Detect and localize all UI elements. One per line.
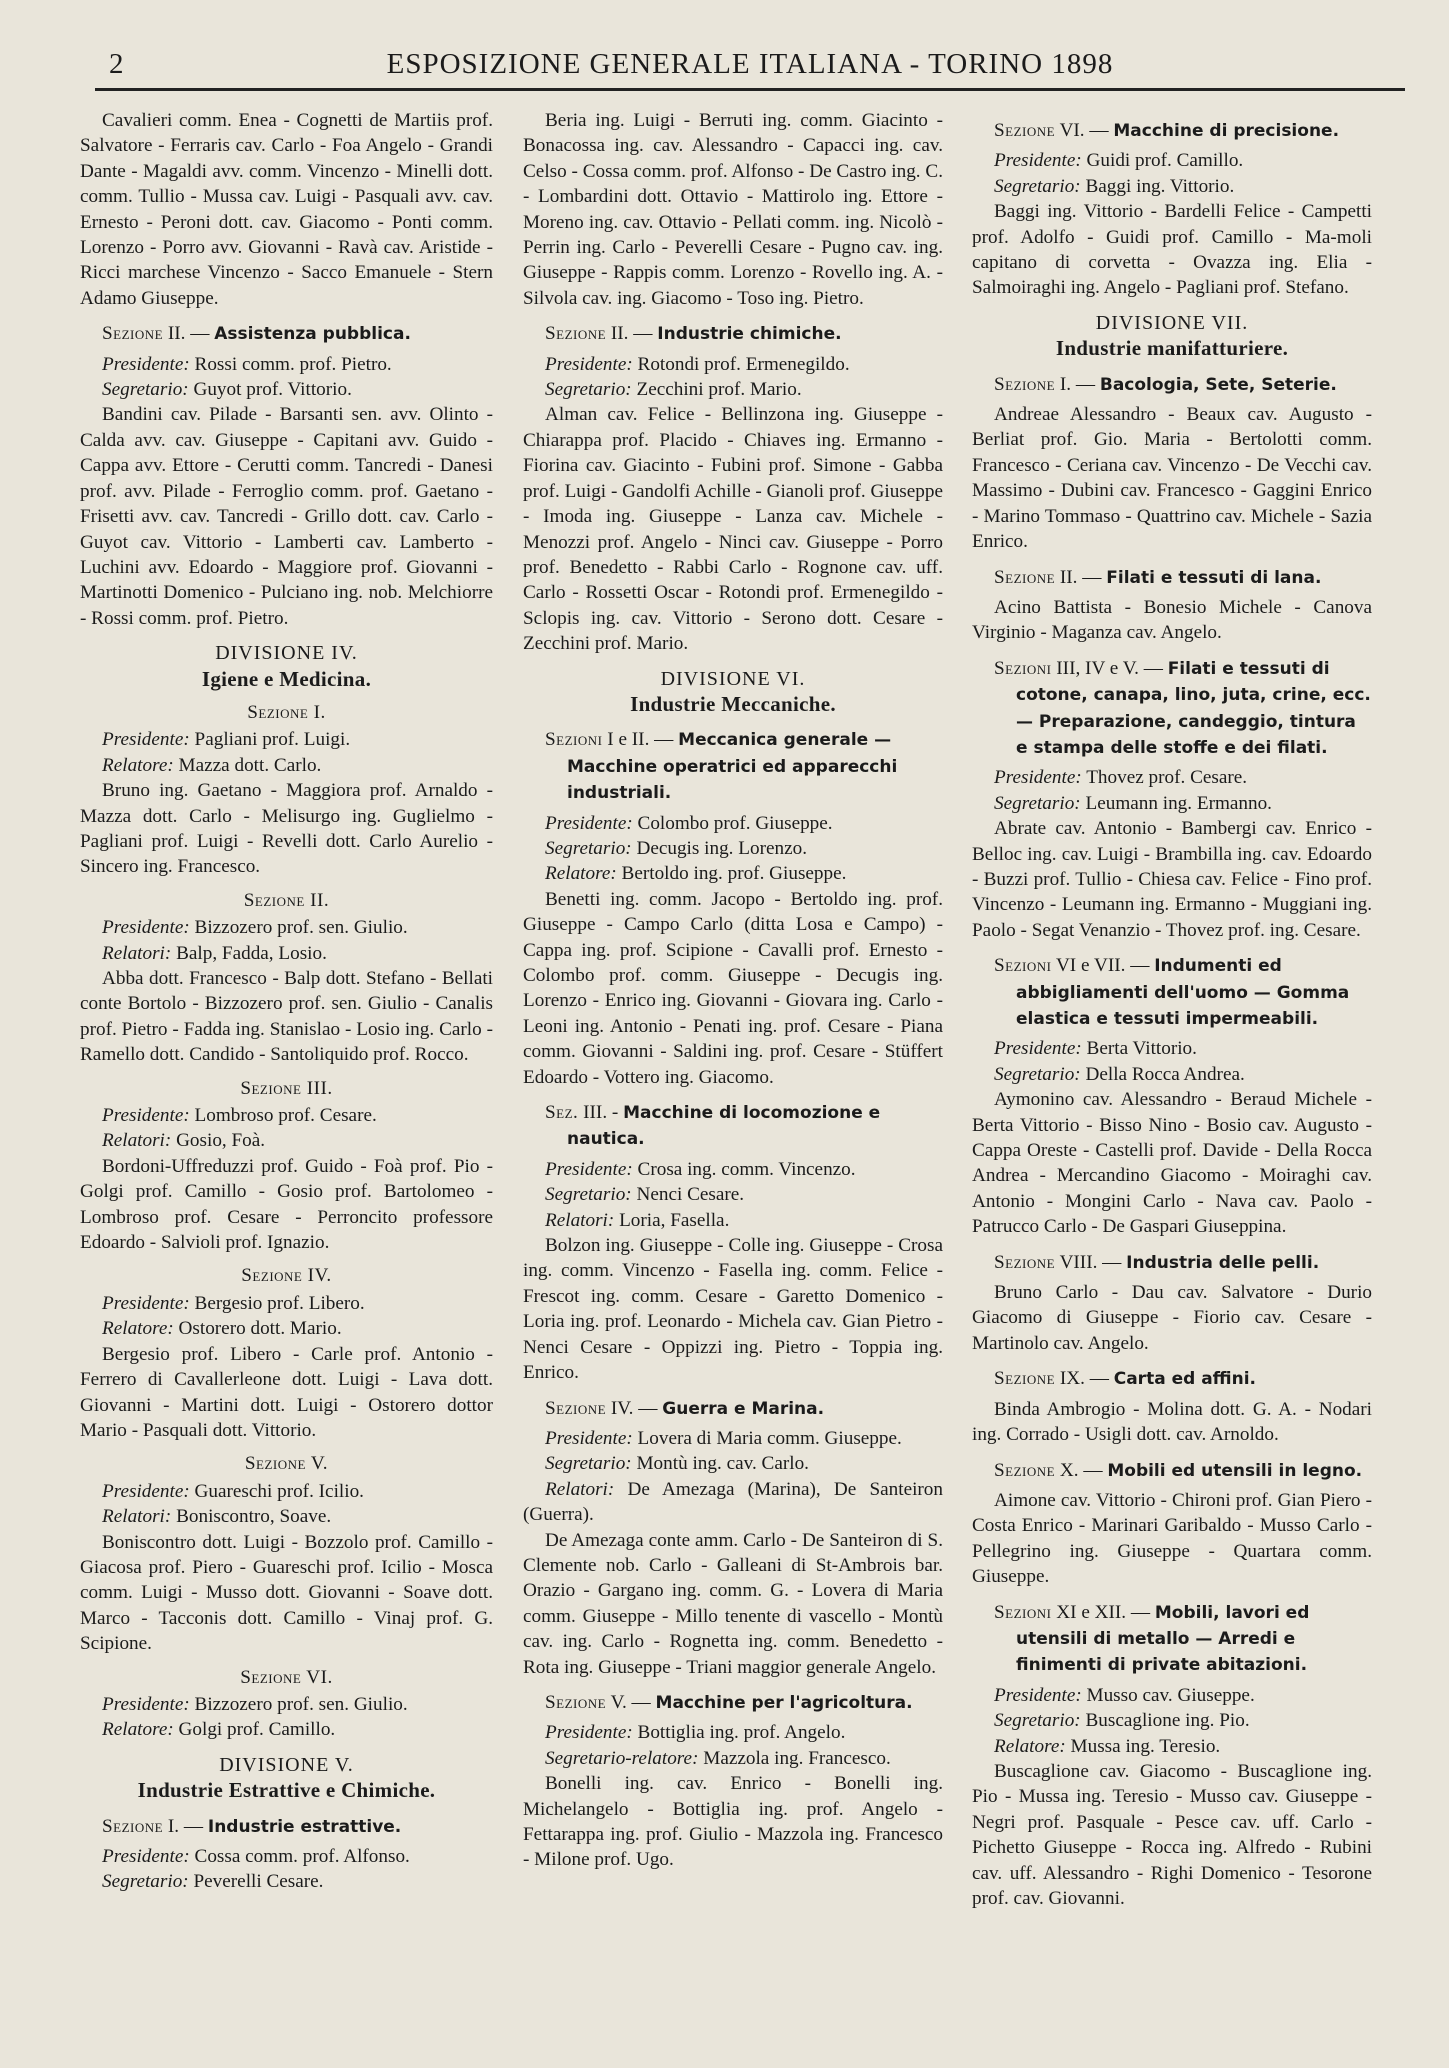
section-number: VIII. —	[1059, 1251, 1122, 1273]
officer-role: Segretario:	[545, 837, 632, 859]
section-number: V. —	[610, 1691, 651, 1713]
officer-line	[80, 1844, 493, 1869]
officer-line	[523, 1157, 943, 1182]
officer-name: Guidi prof. Camillo.	[1086, 150, 1244, 172]
section-label: Sezione	[994, 1251, 1056, 1273]
officer-name: Baggi ing. Vittorio.	[1085, 175, 1235, 197]
officer-line	[523, 1746, 943, 1771]
division-heading: DIVISIONE V.	[219, 1753, 354, 1776]
member-list: Abba dott. Francesco - Balp dott. Stefano - Bellati conte Bortolo - Bizzozero prof. sen. Giulio - Canalis prof. Pietro - Fadda ing. Stanislao - Losio ing. Carlo - Ramello dott. Candido - Santoliquido prof. Rocco.	[80, 968, 493, 1066]
officer-name: Rossi comm. prof. Pietro.	[194, 353, 392, 375]
section-title: Bacologia, Sete, Seterie.	[1099, 374, 1337, 395]
officer-line	[80, 727, 493, 752]
section-label: Sezione	[994, 1368, 1056, 1390]
section-title: Macchine di precisione.	[1113, 121, 1340, 141]
section-number: III, IV e V. —	[1056, 657, 1163, 679]
section-heading	[972, 953, 1372, 1032]
section-heading: Sezione I.	[247, 701, 326, 723]
officer-role: Relatore:	[102, 1318, 174, 1340]
officer-line	[80, 1316, 493, 1341]
officer-line	[523, 836, 943, 861]
officer-name: De Amezaga (Marina), De Santeiron (Guerra).	[523, 1478, 943, 1526]
officer-line	[972, 791, 1372, 816]
officer-line	[80, 941, 493, 966]
officer-name: Rotondi prof. Ermenegildo.	[637, 353, 850, 375]
member-list: Aimone cav. Vittorio - Chironi prof. Gian Piero - Costa Enrico - Marinari Garibaldo - Musso Carlo - Pellegrino ing. Giuseppe - Quartara comm. Giuseppe.	[972, 1489, 1372, 1588]
officer-name: Golgi prof. Camillo.	[178, 1719, 336, 1741]
officer-role: Segretario:	[102, 379, 189, 401]
officer-name: Bertoldo ing. prof. Giuseppe.	[621, 863, 847, 885]
member-list: Andreae Alessandro - Beaux cav. Augusto - Berliat prof. Gio. Maria - Bertolotti comm. Francesco - Ceriana cav. Vincenzo - De Vecchi cav. Massimo - Dubini cav. Francesco - Gaggini Enrico - Marino Tommaso - Quattrino cav. Michele - Sazia Enrico.	[972, 404, 1372, 553]
officer-line	[80, 915, 493, 940]
section-label: Sezione	[994, 566, 1056, 588]
section-heading	[972, 1366, 1372, 1392]
officer-line	[523, 352, 943, 377]
officer-line	[523, 1182, 943, 1207]
division-heading: DIVISIONE IV.	[215, 642, 358, 665]
officer-role: Presidente:	[545, 1427, 633, 1449]
officer-role: Relatori:	[545, 1209, 615, 1231]
section-title: Assistenza pubblica.	[214, 324, 411, 345]
member-list: Alman cav. Felice - Bellinzona ing. Giuseppe - Chiarappa prof. Placido - Chiaves ing. Ermanno - Fiorina cav. Giacinto - Fubini prof. Simone - Gabba prof. Luigi - Gandolfi Achille - Gianoli prof. Giuseppe - Imoda ing. Giuseppe - Lanza cav. Michele - Menozzi prof. Angelo - Ninci cav. Giuseppe - Porro prof. Benedetto - Rabbi Carlo - Rognone cav. uff. Carlo - Rossetti Oscar - Rotondi prof. Ermenegildo - Sclopis ing. cav. Vittorio - Serono dott. Cesare - Zecchini prof. Mario.	[523, 404, 943, 655]
officer-line	[972, 765, 1372, 790]
section-heading	[972, 1250, 1372, 1276]
officer-line	[523, 1451, 943, 1476]
officer-line	[523, 1720, 943, 1745]
officer-role: Relatore:	[102, 1719, 174, 1741]
officer-line	[523, 1477, 943, 1528]
officer-name: Guareschi prof. Icilio.	[194, 1480, 364, 1502]
officer-line	[80, 1692, 493, 1717]
officer-role: Presidente:	[102, 729, 190, 751]
section-heading: Sezione III.	[240, 1077, 333, 1099]
division-title: Industrie Meccaniche.	[630, 691, 836, 716]
column-middle	[523, 108, 943, 1873]
member-list: Benetti ing. comm. Jacopo - Bertoldo ing. prof. Giuseppe - Campo Carlo (ditta Losa e Campo) - Cappa ing. prof. Scipione - Cavalli prof. Ernesto - Colombo prof. comm. Giuseppe - Decugis ing. Lorenzo - Enrico ing. Giovanni - Giovara ing. Carlo - Leoni ing. Antonio - Penati ing. prof. Cesare - Piana comm. Giovanni - Saldini ing. prof. Cesare - Stüffert Edoardo - Vottero ing. Giacomo.	[523, 888, 943, 1088]
officer-line	[80, 1103, 493, 1128]
officer-role: Relatori:	[102, 942, 172, 964]
officer-role: Presidente:	[994, 767, 1082, 789]
section-number: IX. —	[1059, 1368, 1109, 1390]
officer-role: Segretario:	[994, 1063, 1081, 1085]
section-title: Filati e tessuti di lana.	[1106, 567, 1322, 588]
member-list: Acino Battista - Bonesio Michele - Canova Virginio - Maganza cav. Angelo.	[972, 596, 1372, 644]
section-title: Macchine per l'agricoltura.	[655, 1692, 913, 1713]
section-heading	[972, 565, 1372, 591]
section-title: Filati e tessuti di cotone, canapa, lino, juta, crine, ecc. — Preparazione, candeggio, tintura e stampa delle stoffe e dei filati.	[1016, 658, 1371, 758]
officer-name: Leumann ing. Ermanno.	[1085, 792, 1272, 814]
member-list: Binda Ambrogio - Molina dott. G. A. - Nodari ing. Corrado - Usigli dott. cav. Arnoldo.	[972, 1398, 1372, 1446]
section-label: Sezione	[994, 373, 1056, 395]
officer-name: Musso cav. Giuseppe.	[1086, 1684, 1255, 1706]
member-list: Bandini cav. Pilade - Barsanti sen. avv. Olinto - Calda avv. cav. Giuseppe - Capitani avv. Guido - Cappa avv. Ettore - Cerutti comm. Tancredi - Danesi prof. avv. Pilade - Ferroglio comm. prof. Gaetano - Frisetti avv. cav. Tancredi - Grillo dott. cav. Carlo - Guyot cav. Vittorio - Lamberti cav. Lamberto - Luchini avv. Edoardo - Maggiore prof. Giovanni - Martinotti Domenico - Pulciano ing. nob. Melchiorre - Rossi comm. prof. Pietro.	[80, 404, 493, 629]
section-number: X. —	[1059, 1459, 1103, 1481]
officer-role: Segretario:	[545, 1184, 632, 1206]
division-title: Industrie Estrattive e Chimiche.	[137, 1778, 436, 1803]
section-label: Sezione	[102, 1815, 164, 1837]
officer-line	[523, 861, 943, 886]
officer-name: Mazzola ing. Francesco.	[703, 1747, 891, 1769]
member-list: Bergesio prof. Libero - Carle prof. Antonio - Ferrero di Cavallerleone dott. Luigi - Lava dott. Giovanni - Martini dott. Luigi - Ostorero dottor Mario - Pasquali dott. Vittorio.	[80, 1343, 493, 1441]
officer-name: Balp, Fadda, Losio.	[176, 942, 327, 964]
section-heading	[523, 1690, 943, 1716]
officer-name: Bergesio prof. Libero.	[194, 1292, 365, 1314]
officer-role: Presidente:	[994, 1038, 1082, 1060]
section-heading	[972, 1458, 1372, 1484]
officer-role: Relatore:	[102, 754, 174, 776]
officer-name: Montù ing. cav. Carlo.	[636, 1453, 809, 1475]
section-title: Guerra e Marina.	[662, 1398, 825, 1419]
section-heading: Sezione V.	[244, 1453, 329, 1475]
section-heading	[972, 372, 1372, 398]
section-title: Industrie chimiche.	[657, 324, 842, 345]
officer-role: Segretario:	[994, 792, 1081, 814]
officer-role: Presidente:	[545, 1158, 633, 1180]
section-label: Sezione	[545, 1397, 607, 1419]
officer-role: Segretario:	[545, 1453, 632, 1475]
section-label: Sezione	[994, 1459, 1056, 1481]
officer-role: Relatore:	[545, 863, 617, 885]
officer-role: Segretario-relatore:	[545, 1747, 699, 1769]
section-label: Sezioni	[994, 955, 1052, 977]
officer-role: Segretario:	[994, 1710, 1081, 1732]
officer-line	[80, 753, 493, 778]
officer-line	[80, 1479, 493, 1504]
member-list: Bruno Carlo - Dau cav. Salvatore - Durio Giacomo di Giuseppe - Fiorio cav. Cesare - Martinolo cav. Angelo.	[972, 1282, 1372, 1354]
section-label: Sezione	[545, 1691, 607, 1713]
officer-name: Bottiglia ing. prof. Angelo.	[637, 1722, 846, 1744]
section-title: Industrie estrattive.	[207, 1816, 402, 1837]
section-heading	[972, 118, 1372, 144]
officer-role: Presidente:	[994, 150, 1082, 172]
section-title: Macchine di locomozione e nautica.	[567, 1103, 881, 1150]
section-heading	[523, 727, 943, 806]
division-title: Igiene e Medicina.	[201, 666, 372, 691]
officer-line	[523, 1426, 943, 1451]
officer-name: Mussa ing. Teresio.	[1070, 1735, 1221, 1757]
running-title: ESPOSIZIONE GENERALE ITALIANA - TORINO 1898	[386, 48, 1114, 80]
officer-role: Presidente:	[545, 1722, 633, 1744]
officer-line	[972, 1734, 1372, 1759]
division-title: Industrie manifatturiere.	[1055, 336, 1289, 361]
section-heading	[523, 1100, 943, 1153]
officer-line	[523, 1208, 943, 1233]
member-list: De Amezaga conte amm. Carlo - De Santeiron di S. Clemente nob. Carlo - Galleani di St-Ambrois bar. Orazio - Gargano ing. comm. G. - Lovera di Maria comm. Giuseppe - Millo tenente di vascello - Montù cav. ing. Carlo - Rognetta ing. comm. Benedetto - Rota ing. Giuseppe - Triani maggior generale Angelo.	[523, 1529, 943, 1678]
section-title: Indumenti ed abbigliamenti dell'uomo — Gomma elastica e tessuti impermeabili.	[1016, 956, 1350, 1029]
page-number: 2	[109, 48, 124, 80]
section-heading	[80, 321, 493, 347]
officer-role: Presidente:	[102, 353, 190, 375]
officer-line	[972, 1683, 1372, 1708]
officer-line	[972, 1036, 1372, 1061]
officer-name: Bizzozero prof. sen. Giulio.	[194, 917, 408, 939]
officer-line	[80, 1291, 493, 1316]
officer-name: Peverelli Cesare.	[193, 1871, 324, 1893]
section-label: Sezioni	[994, 657, 1052, 679]
officer-name: Gosio, Foà.	[176, 1130, 266, 1152]
section-number: I. —	[167, 1815, 204, 1837]
section-title: Mobili ed utensili in legno.	[1107, 1460, 1363, 1481]
officer-name: Buscaglione ing. Pio.	[1085, 1710, 1250, 1732]
officer-name: Lovera di Maria comm. Giuseppe.	[637, 1427, 902, 1449]
section-label: Sezioni	[545, 729, 603, 751]
member-list: Boniscontro dott. Luigi - Bozzolo prof. Camillo - Giacosa prof. Piero - Guareschi prof. Icilio - Mosca comm. Luigi - Musso dott. Giovanni - Soave dott. Marco - Tacconis dott. Camillo - Vinaj prof. G. Scipione.	[80, 1531, 493, 1655]
member-list: Baggi ing. Vittorio - Bardelli Felice - Campetti prof. Adolfo - Guidi prof. Camillo - Ma-moli capitano di corvetta - Ovazza ing. Elia - Salmoiraghi ing. Angelo - Pagliani prof. Stefano.	[972, 201, 1372, 299]
section-number: I. —	[1059, 373, 1096, 395]
section-title: Industria delle pelli.	[1126, 1252, 1320, 1273]
officer-name: Zecchini prof. Mario.	[636, 379, 802, 401]
section-label: Sezione	[102, 323, 164, 345]
officer-role: Presidente:	[102, 1846, 190, 1867]
column-left	[80, 108, 493, 1895]
officer-line	[972, 1708, 1372, 1733]
officer-role: Presidente:	[102, 1105, 190, 1127]
officer-name: Mazza dott. Carlo.	[178, 754, 322, 776]
officer-role: Relatori:	[102, 1506, 172, 1528]
section-heading	[972, 656, 1372, 762]
officer-line	[523, 377, 943, 402]
officer-name: Guyot prof. Vittorio.	[193, 379, 352, 401]
member-list: Beria ing. Luigi - Berruti ing. comm. Giacinto - Bonacossa ing. cav. Alessandro - Capacci ing. cav. Celso - Cossa comm. prof. Alfonso - De Castro ing. C. - Lombardini dott. Ottavio - Mattirolo ing. Ettore - Moreno ing. cav. Ottavio - Pellati comm. ing. Nicolò - Perrin ing. Carlo - Peverelli Cesare - Pugno cav. ing. Giuseppe - Rappis comm. Lorenzo - Rovello ing. A. - Silvola cav. ing. Giacomo - Toso ing. Pietro.	[523, 110, 943, 309]
officer-name: Decugis ing. Lorenzo.	[636, 837, 807, 859]
officer-role: Presidente:	[545, 353, 633, 375]
officer-line	[972, 1062, 1372, 1087]
section-number: IV. —	[610, 1397, 658, 1419]
section-label: Sezioni	[994, 1601, 1052, 1623]
section-number: II. —	[610, 323, 653, 345]
officer-name: Ostorero dott. Mario.	[178, 1318, 342, 1340]
section-heading: Sezione II.	[243, 889, 330, 911]
section-title: Meccanica generale — Macchine operatrici ed apparecchi industriali.	[567, 730, 898, 804]
section-heading	[523, 1396, 943, 1422]
member-list: Bonelli ing. cav. Enrico - Bonelli ing. Michelangelo - Bottiglia ing. prof. Angelo - Fettarappa ing. prof. Giulio - Mazzola ing. Francesco - Milone prof. Ugo.	[523, 1773, 943, 1871]
member-list: Bordoni-Uffreduzzi prof. Guido - Foà prof. Pio - Golgi prof. Camillo - Gosio prof. Bartolomeo - Lombroso prof. Cesare - Perroncito professore Edoardo - Salvioli prof. Ignazio.	[80, 1155, 493, 1254]
officer-role: Presidente:	[102, 1292, 190, 1314]
section-number: VI e VII. —	[1055, 955, 1150, 977]
officer-name: Nenci Cesare.	[636, 1184, 745, 1206]
column-right	[972, 108, 1372, 1911]
officer-name: Della Rocca Andrea.	[1085, 1063, 1245, 1085]
officer-role: Presidente:	[545, 812, 633, 834]
officer-name: Pagliani prof. Luigi.	[194, 729, 351, 751]
member-list: Aymonino cav. Alessandro - Beraud Michele - Berta Vittorio - Bisso Nino - Bosio cav. Augusto - Cappa Oreste - Castelli prof. Davide - Della Rocca Andrea - Mercandino Giacomo - Moiraghi cav. Antonio - Mongini Carlo - Nava cav. Paolo - Patrucco Carlo - De Gaspari Giuseppina.	[972, 1089, 1372, 1238]
section-number: II. —	[1059, 566, 1102, 588]
officer-name: Colombo prof. Giuseppe.	[637, 812, 833, 834]
officer-line	[80, 1128, 493, 1153]
section-label: Sezione	[545, 323, 607, 345]
section-title: Mobili, lavori ed utensili di metallo — Arredi e finimenti di private abitazioni.	[1016, 1602, 1310, 1676]
officer-name: Loria, Fasella.	[619, 1209, 730, 1231]
officer-name: Lombroso prof. Cesare.	[194, 1105, 377, 1127]
officer-name: Crosa ing. comm. Vincenzo.	[637, 1158, 856, 1180]
member-list: Bruno ing. Gaetano - Maggiora prof. Arnaldo - Mazza dott. Carlo - Melisurgo ing. Guglielmo - Pagliani prof. Luigi - Revelli dott. Carlo Aurelio - Sincero ing. Francesco.	[80, 780, 493, 878]
officer-name: Boniscontro, Soave.	[176, 1506, 332, 1528]
division-heading: DIVISIONE VI.	[660, 667, 806, 690]
officer-line	[523, 811, 943, 836]
officer-role: Presidente:	[102, 1480, 190, 1502]
section-label: Sezione	[994, 120, 1056, 141]
member-list: Buscaglione cav. Giacomo - Buscaglione ing. Pio - Mussa ing. Teresio - Musso cav. Giuseppe - Negri prof. Pasquale - Pesce cav. uff. Carlo - Pichetto Giuseppe - Rocca ing. Alfredo - Rubini cav. uff. Alessandro - Righi Domenico - Tesorone prof. cav. Giovanni.	[972, 1760, 1372, 1909]
section-title: Carta ed affini.	[1113, 1369, 1257, 1390]
officer-role: Presidente:	[102, 1693, 190, 1715]
section-heading	[972, 1600, 1372, 1679]
officer-role: Relatori:	[545, 1478, 615, 1500]
officer-line	[80, 352, 493, 377]
officer-role: Segretario:	[545, 379, 632, 401]
section-heading	[523, 321, 943, 347]
officer-line	[80, 377, 493, 402]
officer-line	[80, 1869, 493, 1894]
officer-name: Bizzozero prof. sen. Giulio.	[194, 1693, 408, 1715]
officer-line	[80, 1504, 493, 1529]
section-number: I e II. —	[607, 729, 674, 751]
division-heading: DIVISIONE VII.	[1095, 311, 1249, 334]
section-heading: Sezione IV.	[241, 1265, 332, 1287]
section-number: VI. —	[1059, 120, 1109, 141]
officer-role: Segretario:	[994, 175, 1081, 197]
member-list: Bolzon ing. Giuseppe - Colle ing. Giuseppe - Crosa ing. comm. Vincenzo - Fasella ing. comm. Felice - Frescot ing. comm. Cesare - Garetto Domenico - Loria ing. prof. Leonardo - Michela cav. Gian Pietro - Nenci Cesare - Oppizzi ing. Pietro - Toppia ing. Enrico.	[523, 1235, 943, 1384]
section-label: Sez.	[545, 1102, 579, 1124]
member-list: Cavalieri comm. Enea - Cognetti de Martiis prof. Salvatore - Ferraris cav. Carlo - Foa Angelo - Grandi Dante - Magaldi avv. comm. Vincenzo - Minelli dott. comm. Tullio - Mussa cav. Luigi - Pasquali avv. cav. Ernesto - Peroni dott. cav. Giacomo - Ponti comm. Lorenzo - Porro avv. Giovanni - Ravà cav. Aristide - Ricci marchese Vincenzo - Sacco Emanuele - Stern Adamo Giuseppe.	[80, 110, 493, 309]
officer-role: Presidente:	[102, 917, 190, 939]
officer-role: Relatori:	[102, 1130, 172, 1152]
officer-line	[80, 1717, 493, 1742]
member-list: Abrate cav. Antonio - Bambergi cav. Enrico - Belloc ing. cav. Luigi - Brambilla ing. cav. Edoardo - Buzzi prof. Tullio - Chiesa cav. Felice - Fino prof. Vincenzo - Leumann ing. Ermanno - Muggiani ing. Paolo - Segat Venanzio - Thovez prof. ing. Cesare.	[972, 818, 1372, 941]
officer-name: Thovez prof. Cesare.	[1086, 767, 1248, 789]
officer-line	[972, 174, 1372, 199]
page-header	[95, 42, 1405, 91]
section-number: III. -	[583, 1102, 619, 1124]
section-heading	[80, 1814, 493, 1840]
officer-name: Cossa comm. prof. Alfonso.	[194, 1846, 410, 1867]
officer-role: Segretario:	[102, 1871, 189, 1893]
section-number: II. —	[167, 323, 210, 345]
officer-name: Berta Vittorio.	[1086, 1038, 1197, 1060]
officer-line	[972, 148, 1372, 173]
section-number: XI e XII. —	[1056, 1601, 1151, 1623]
officer-role: Relatore:	[994, 1735, 1066, 1757]
section-heading: Sezione VI.	[240, 1666, 333, 1688]
officer-role: Presidente:	[994, 1684, 1082, 1706]
